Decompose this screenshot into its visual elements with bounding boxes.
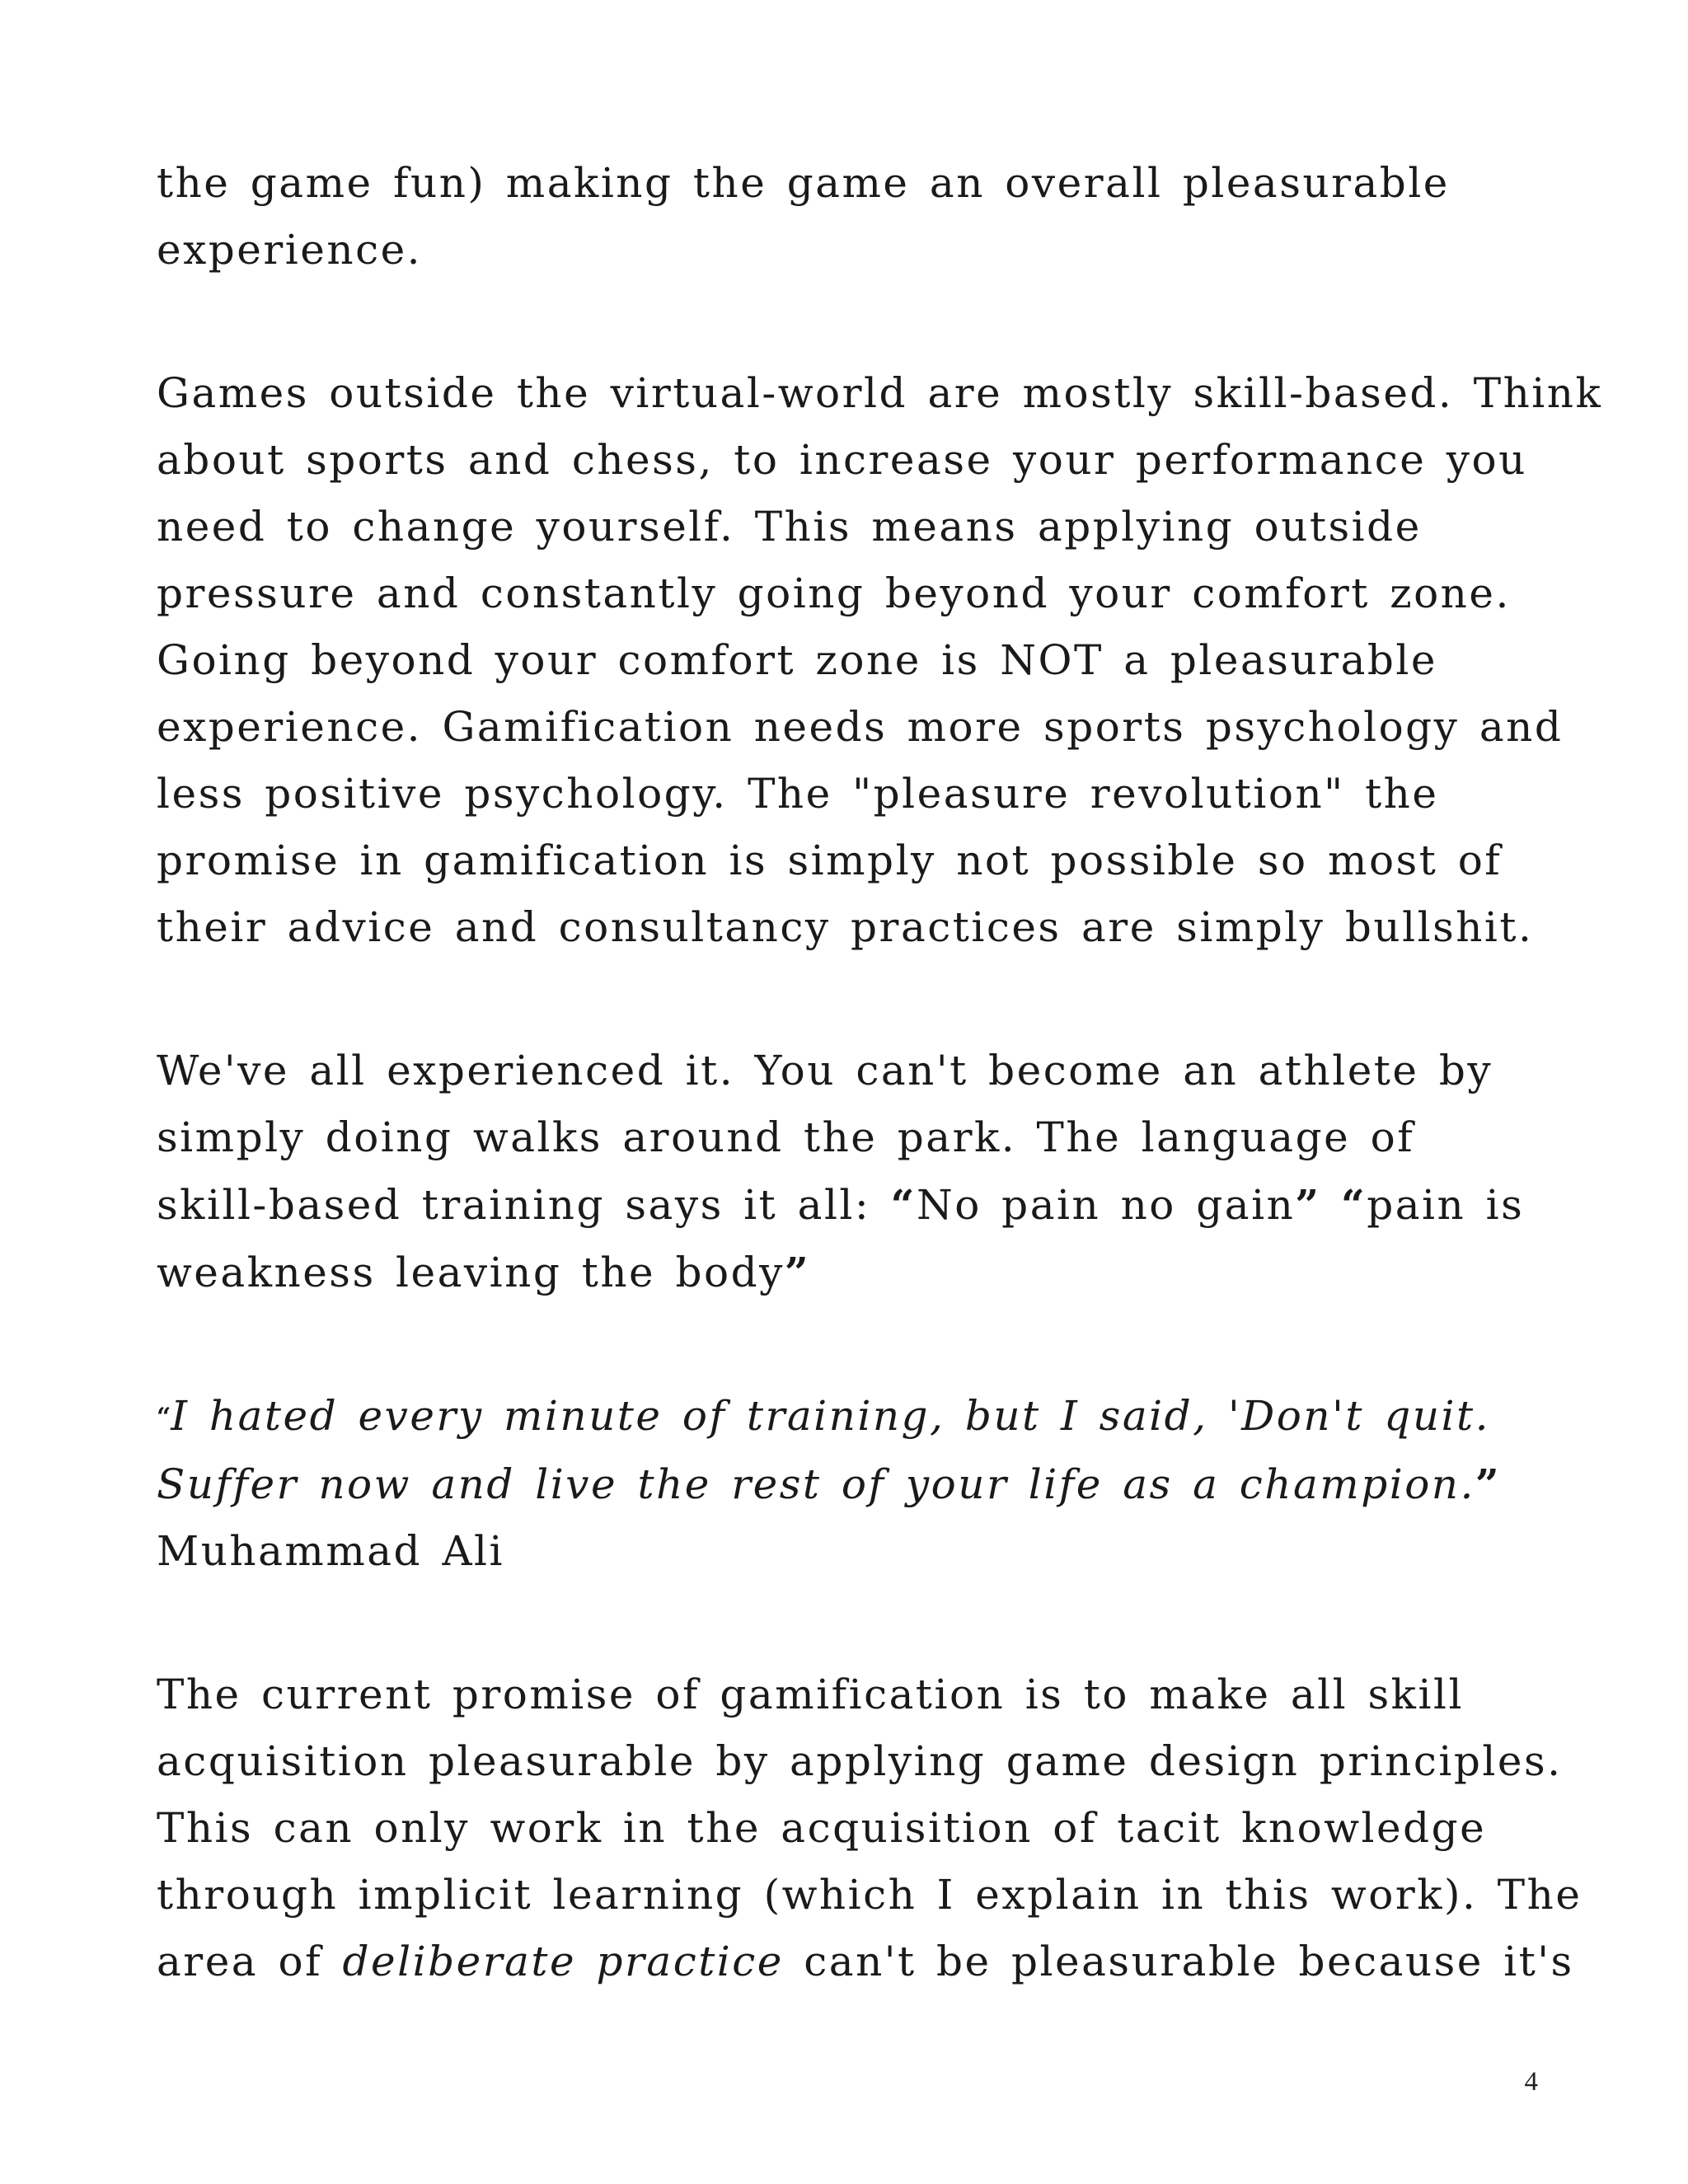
paragraph-current-promise (157, 1661, 1582, 1995)
text-line: promise in gamification is simply not possible so most of (157, 837, 1503, 884)
paragraph-skill-based-games (157, 360, 1603, 961)
open-quote-mark: “ (157, 1403, 171, 1432)
text-line: less positive psychology. The "pleasure revolution" the (157, 770, 1439, 818)
page-number: 4 (1524, 2067, 1538, 2097)
quotation-text: I hated every minute of training, but I said, 'Don't quit. (171, 1392, 1490, 1440)
close-quote-mark: ” (784, 1248, 811, 1296)
quotation-text: Suffer now and live the rest of your life as a champion. (157, 1460, 1475, 1508)
text-line: Games outside the virtual-world are mostly skill-based. Think (157, 369, 1603, 417)
text-line: simply doing walks around the park. The language of (157, 1113, 1415, 1161)
text-line: The current promise of gamification is to make all skill (157, 1671, 1464, 1718)
paragraph-no-pain-no-gain (157, 1038, 1541, 1306)
close-quote-mark: ” (1295, 1180, 1321, 1229)
text-line (157, 1929, 1574, 1995)
quote-line (157, 1451, 1541, 1518)
open-quote-mark: “ (1340, 1180, 1367, 1229)
open-quote-mark: “ (890, 1180, 917, 1229)
text-line: through implicit learning (which I explain in this work). The (157, 1871, 1582, 1919)
text-line: pressure and constantly going beyond your comfort zone. (157, 569, 1511, 617)
page-body (157, 150, 1603, 1995)
quote-line (157, 1383, 1541, 1451)
text-line: We've all experienced it. You can't become an athlete by (157, 1047, 1493, 1094)
paragraph-continuation (157, 150, 1541, 284)
text-run: area of (157, 1938, 343, 1985)
text-line: about sports and chess, to increase your performance you (157, 436, 1527, 484)
quote-attribution: Muhammad Ali (157, 1527, 505, 1575)
text-line: need to change yourself. This means applying outside (157, 503, 1422, 551)
paragraph-ali-quote (157, 1383, 1541, 1585)
text-line (157, 1239, 1541, 1306)
text-line: experience. Gamification needs more sports psychology and (157, 703, 1564, 751)
quoted-saying: weakness leaving the body (157, 1249, 785, 1296)
text-line (157, 1171, 1541, 1239)
text-line: experience. (157, 226, 423, 274)
text-run: can't be pleasurable because it's (783, 1938, 1574, 1985)
quoted-saying: pain is (1367, 1181, 1525, 1229)
text-line: the game fun) making the game an overall pleasurable (157, 159, 1450, 207)
text-run: skill-based training says it all: (157, 1181, 891, 1229)
text-line: Going beyond your comfort zone is NOT a pleasurable (157, 636, 1437, 684)
text-line: acquisition pleasurable by applying game design principles. (157, 1737, 1563, 1785)
close-quote-mark: ” (1475, 1460, 1502, 1508)
quoted-saying: No pain no gain (916, 1181, 1296, 1229)
text-line: their advice and consultancy practices are simply bullshit. (157, 903, 1534, 951)
emphasized-term: deliberate practice (342, 1938, 784, 1985)
text-line: This can only work in the acquisition of tacit knowledge (157, 1804, 1487, 1852)
